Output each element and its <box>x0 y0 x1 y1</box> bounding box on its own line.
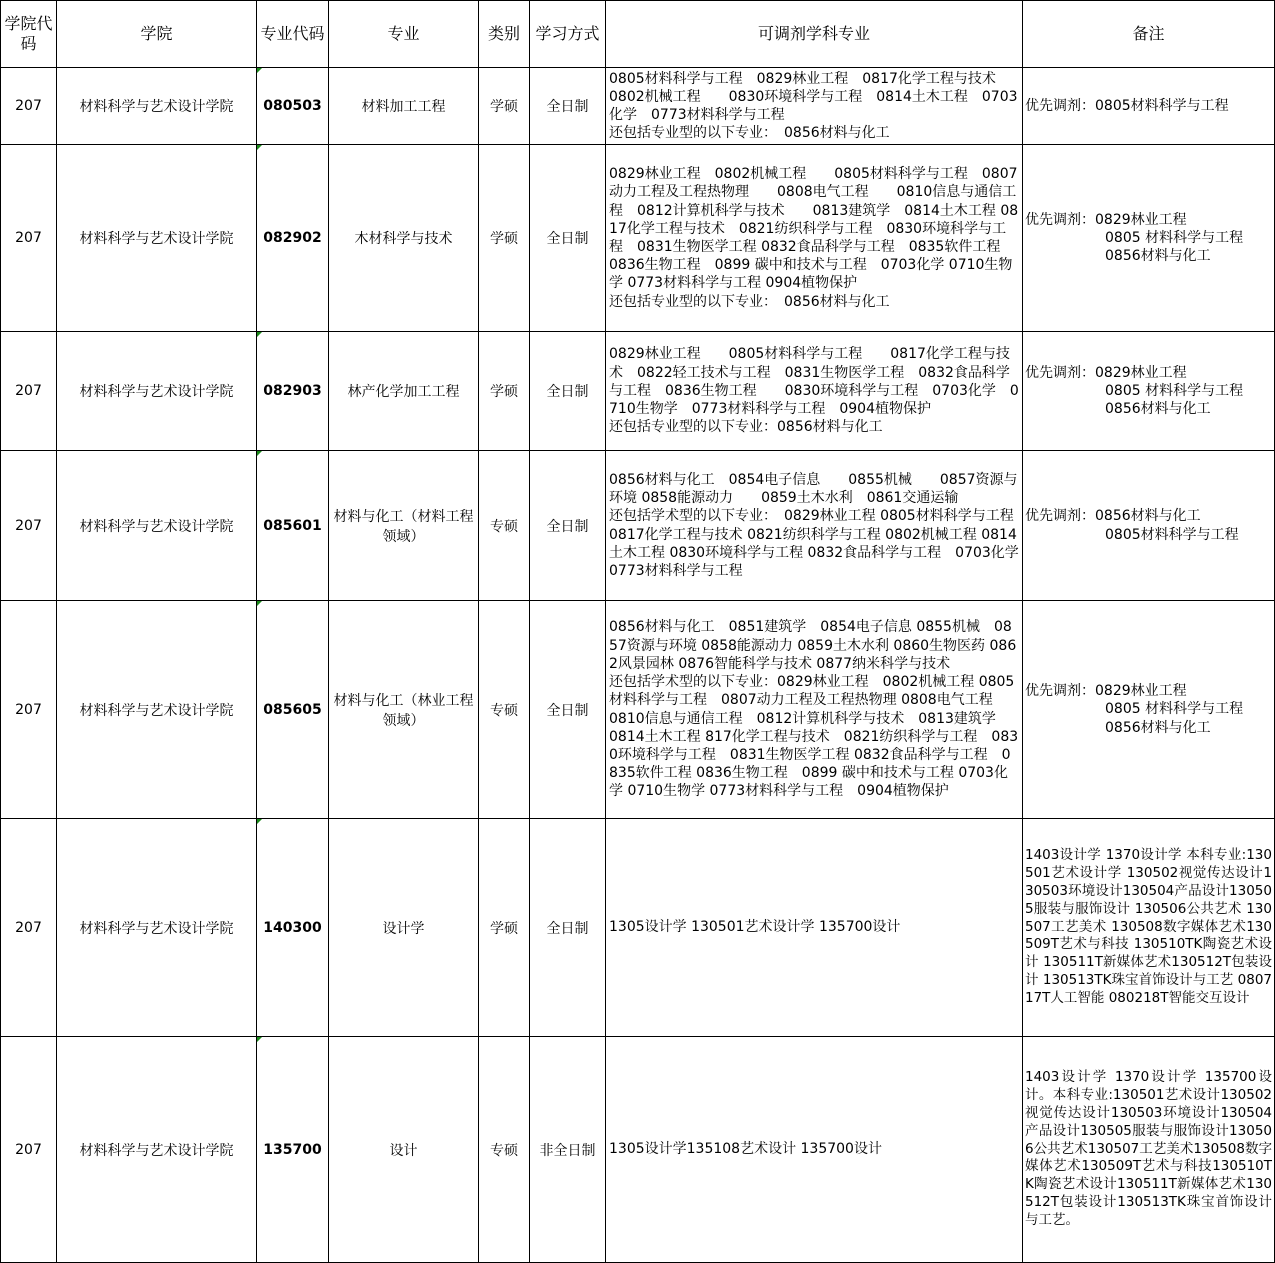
adjustable-subjects-cell <box>606 601 1023 819</box>
priority-item: 0805材料科学与工程 <box>1105 526 1239 543</box>
header-college-code: 学院代码 <box>1 1 57 68</box>
major-code: 085605 <box>263 701 322 718</box>
header-category: 类别 <box>479 1 530 68</box>
table-row <box>1 332 1275 451</box>
remarks-cell <box>1023 145 1275 332</box>
college-code-cell: 207 <box>1 451 57 601</box>
priority-item: 0856材料与化工 <box>1105 719 1211 736</box>
subjects-line: 1305设计学135108艺术设计 135700设计 <box>609 1141 882 1158</box>
major-code-cell <box>257 1037 329 1263</box>
priority-label: 优先调剂： <box>1025 683 1095 700</box>
priority-label: 优先调剂： <box>1025 97 1095 114</box>
remarks-cell <box>1023 601 1275 819</box>
cell-marker-icon <box>257 145 262 150</box>
table-row <box>1 145 1275 332</box>
header-major: 专业 <box>329 1 479 68</box>
subjects-line: 0856材料与化工 0854电子信息 0855机械 0857资源与环境 0858能源动力 0859土木水利 0861交通运输 <box>609 471 1018 507</box>
adjustable-subjects-cell <box>606 145 1023 332</box>
priority-item: 0805 材料科学与工程 <box>1105 701 1244 718</box>
priority-label: 优先调剂： <box>1025 508 1095 525</box>
adjustable-subjects-cell <box>606 68 1023 145</box>
remarks-cell: 1403设计学 1370设计学 135700设计。本科专业:130501艺术设计130502视觉传达设计130503环境设计130504产品设计130505服装与服饰设计130506公共艺术130507工艺美术130508数字媒体艺术130509T艺术与科技130510TK陶瓷艺术设计130511T新媒体艺术130512T包装设计130513TK珠宝首饰设计与工艺。 <box>1023 1037 1275 1263</box>
major-code: 082902 <box>263 230 322 246</box>
study-mode-cell: 全日制 <box>530 332 606 451</box>
major-code: 080503 <box>263 98 322 114</box>
college-cell: 材料科学与艺术设计学院 <box>57 68 257 145</box>
college-cell: 材料科学与艺术设计学院 <box>57 1037 257 1263</box>
priority-item: 0856材料与化工 <box>1105 248 1211 265</box>
major-cell: 设计学 <box>329 819 479 1037</box>
college-cell: 材料科学与艺术设计学院 <box>57 145 257 332</box>
cell-marker-icon <box>257 332 262 337</box>
major-code-cell <box>257 68 329 145</box>
priority-item: 0856材料与化工 <box>1105 401 1211 418</box>
category-cell: 学硕 <box>479 68 530 145</box>
cell-marker-icon <box>257 1037 262 1042</box>
header-college: 学院 <box>57 1 257 68</box>
major-code-cell <box>257 601 329 819</box>
study-mode-cell: 全日制 <box>530 819 606 1037</box>
college-code-cell: 207 <box>1 332 57 451</box>
priority-label: 优先调剂： <box>1025 211 1095 228</box>
subjects-line: 还包括学术型的以下专业：0829林业工程 0802机械工程 0805材料科学与工程 0807动力工程及工程热物理 0808电气工程 0810信息与通信工程 0812计算机科学与技术 0813建筑学 0814土木工程 817化学工程与技术 0821纺织科学与工程 0830环境科学与工程 0831生物医学工程 0832食品科学与工程 0835软件工程 0836生物工程 0899 碳中和技术与工程 0703化学 0710生物学 0773材料科学与工程 0904植物保护 <box>609 674 1021 800</box>
category-cell: 专硕 <box>479 451 530 601</box>
priority-label: 优先调剂： <box>1025 364 1095 381</box>
remarks-cell <box>1023 68 1275 145</box>
major-code: 135700 <box>263 1141 322 1158</box>
cell-marker-icon <box>257 451 262 456</box>
major-code-cell <box>257 819 329 1037</box>
college-cell: 材料科学与艺术设计学院 <box>57 451 257 601</box>
major-cell: 设计 <box>329 1037 479 1263</box>
table-header-row <box>1 1 1275 68</box>
college-cell: 材料科学与艺术设计学院 <box>57 601 257 819</box>
subjects-line: 0856材料与化工 0851建筑学 0854电子信息 0855机械 0857资源与环境 0858能源动力 0859土木水利 0860生物医药 0862风景园林 0876智能科学与技术 0877纳米科学与技术 <box>609 619 1017 672</box>
major-cell: 材料与化工（林业工程领域） <box>329 601 479 819</box>
priority-item: 0805 材料科学与工程 <box>1105 229 1244 246</box>
study-mode-cell: 非全日制 <box>530 1037 606 1263</box>
header-adjustable-subjects: 可调剂学科专业 <box>606 1 1023 68</box>
table-row <box>1 451 1275 601</box>
college-code-cell: 207 <box>1 819 57 1037</box>
major-code: 085601 <box>263 517 322 534</box>
subjects-line: 0829林业工程 0805材料科学与工程 0817化学工程与技术 0822轻工技术与工程 0831生物医学工程 0832食品科学与工程 0836生物工程 0830环境科学与工程 0703化学 0710生物学 0773材料科学与工程 0904植物保护 <box>609 346 1019 418</box>
priority-item: 0805材料科学与工程 <box>1095 97 1229 114</box>
adjustable-subjects-cell <box>606 332 1023 451</box>
priority-item: 0856材料与化工 <box>1095 508 1201 525</box>
major-cell: 林产化学加工工程 <box>329 332 479 451</box>
subjects-line: 0829林业工程 0802机械工程 0805材料科学与工程 0807动力工程及工程热物理 0808电气工程 0810信息与通信工程 0812计算机科学与技术 0813建筑学 0814土木工程 0817化学工程与技术 0821纺织科学与工程 0830环境科学与工程 0831生物医学工程 0832食品科学与工程 0835软件工程 0836生物工程 0899 碳中和技术与工程 0703化学 0710生物学 0773材料科学与工程 0904植物保护 <box>609 166 1019 292</box>
table-row <box>1 819 1275 1037</box>
priority-item: 0829林业工程 <box>1095 211 1187 228</box>
major-code-cell <box>257 451 329 601</box>
table-row <box>1 68 1275 145</box>
major-cell: 材料与化工（材料工程领域） <box>329 451 479 601</box>
cell-marker-icon <box>257 601 262 606</box>
category-cell: 专硕 <box>479 601 530 819</box>
table-row <box>1 601 1275 819</box>
study-mode-cell: 全日制 <box>530 601 606 819</box>
header-major-code: 专业代码 <box>257 1 329 68</box>
major-cell: 材料加工工程 <box>329 68 479 145</box>
subjects-line: 还包括学术型的以下专业： 0829林业工程 0805材料科学与工程 0817化学工程与技术 0821纺织科学与工程 0802机械工程 0814土木工程 0830环境科学与工程 0832食品科学与工程 0703化学 0773材料科学与工程 <box>609 508 1033 579</box>
priority-item: 0829林业工程 <box>1095 683 1187 700</box>
category-cell: 学硕 <box>479 819 530 1037</box>
category-cell: 专硕 <box>479 1037 530 1263</box>
category-cell: 学硕 <box>479 332 530 451</box>
header-study-mode: 学习方式 <box>530 1 606 68</box>
priority-item: 0829林业工程 <box>1095 364 1187 381</box>
cell-marker-icon <box>257 819 262 824</box>
category-cell: 学硕 <box>479 145 530 332</box>
adjustable-subjects-cell <box>606 819 1023 1037</box>
major-code: 140300 <box>263 919 322 936</box>
subjects-line: 1305设计学 130501艺术设计学 135700设计 <box>609 919 901 936</box>
college-code-cell: 207 <box>1 68 57 145</box>
table-row <box>1 1037 1275 1263</box>
college-code-cell: 207 <box>1 601 57 819</box>
study-mode-cell: 全日制 <box>530 145 606 332</box>
college-code-cell: 207 <box>1 145 57 332</box>
major-code-cell <box>257 145 329 332</box>
remarks-cell <box>1023 332 1275 451</box>
subjects-line: 还包括专业型的以下专业：0856材料与化工 <box>609 419 883 436</box>
priority-item: 0805 材料科学与工程 <box>1105 382 1244 399</box>
adjustable-subjects-cell <box>606 451 1033 601</box>
header-remarks: 备注 <box>1023 1 1275 68</box>
remarks-cell <box>1023 451 1275 601</box>
adjustable-subjects-cell <box>606 1037 1023 1263</box>
college-cell: 材料科学与艺术设计学院 <box>57 819 257 1037</box>
subjects-line: 还包括专业型的以下专业： 0856材料与化工 <box>609 293 890 310</box>
major-code: 082903 <box>263 383 322 399</box>
major-cell: 木材科学与技术 <box>329 145 479 332</box>
major-code-cell <box>257 332 329 451</box>
cell-marker-icon <box>257 68 262 73</box>
college-code-cell: 207 <box>1 1037 57 1263</box>
college-cell: 材料科学与艺术设计学院 <box>57 332 257 451</box>
subjects-line: 还包括专业型的以下专业： 0856材料与化工 <box>609 125 890 142</box>
study-mode-cell: 全日制 <box>530 451 606 601</box>
study-mode-cell: 全日制 <box>530 68 606 145</box>
subjects-line: 0805材料科学与工程 0829林业工程 0817化学工程与技术 0802机械工程 0830环境科学与工程 0814土木工程 0703化学 0773材料科学与工程 <box>609 70 1024 123</box>
remarks-cell: 1403设计学 1370设计学 本科专业:130501艺术设计学 130502视觉传达设计130503环境设计130504产品设计130505服装与服饰设计 130506公共艺术 130507工艺美术 130508数字媒体艺术130509T艺术与科技 130510TK陶瓷艺术设计 130511T新媒体艺术130512T包装设计 130513TK珠宝首饰设计与工艺 080717T人工智能 080218T智能交互设计 <box>1023 819 1275 1037</box>
